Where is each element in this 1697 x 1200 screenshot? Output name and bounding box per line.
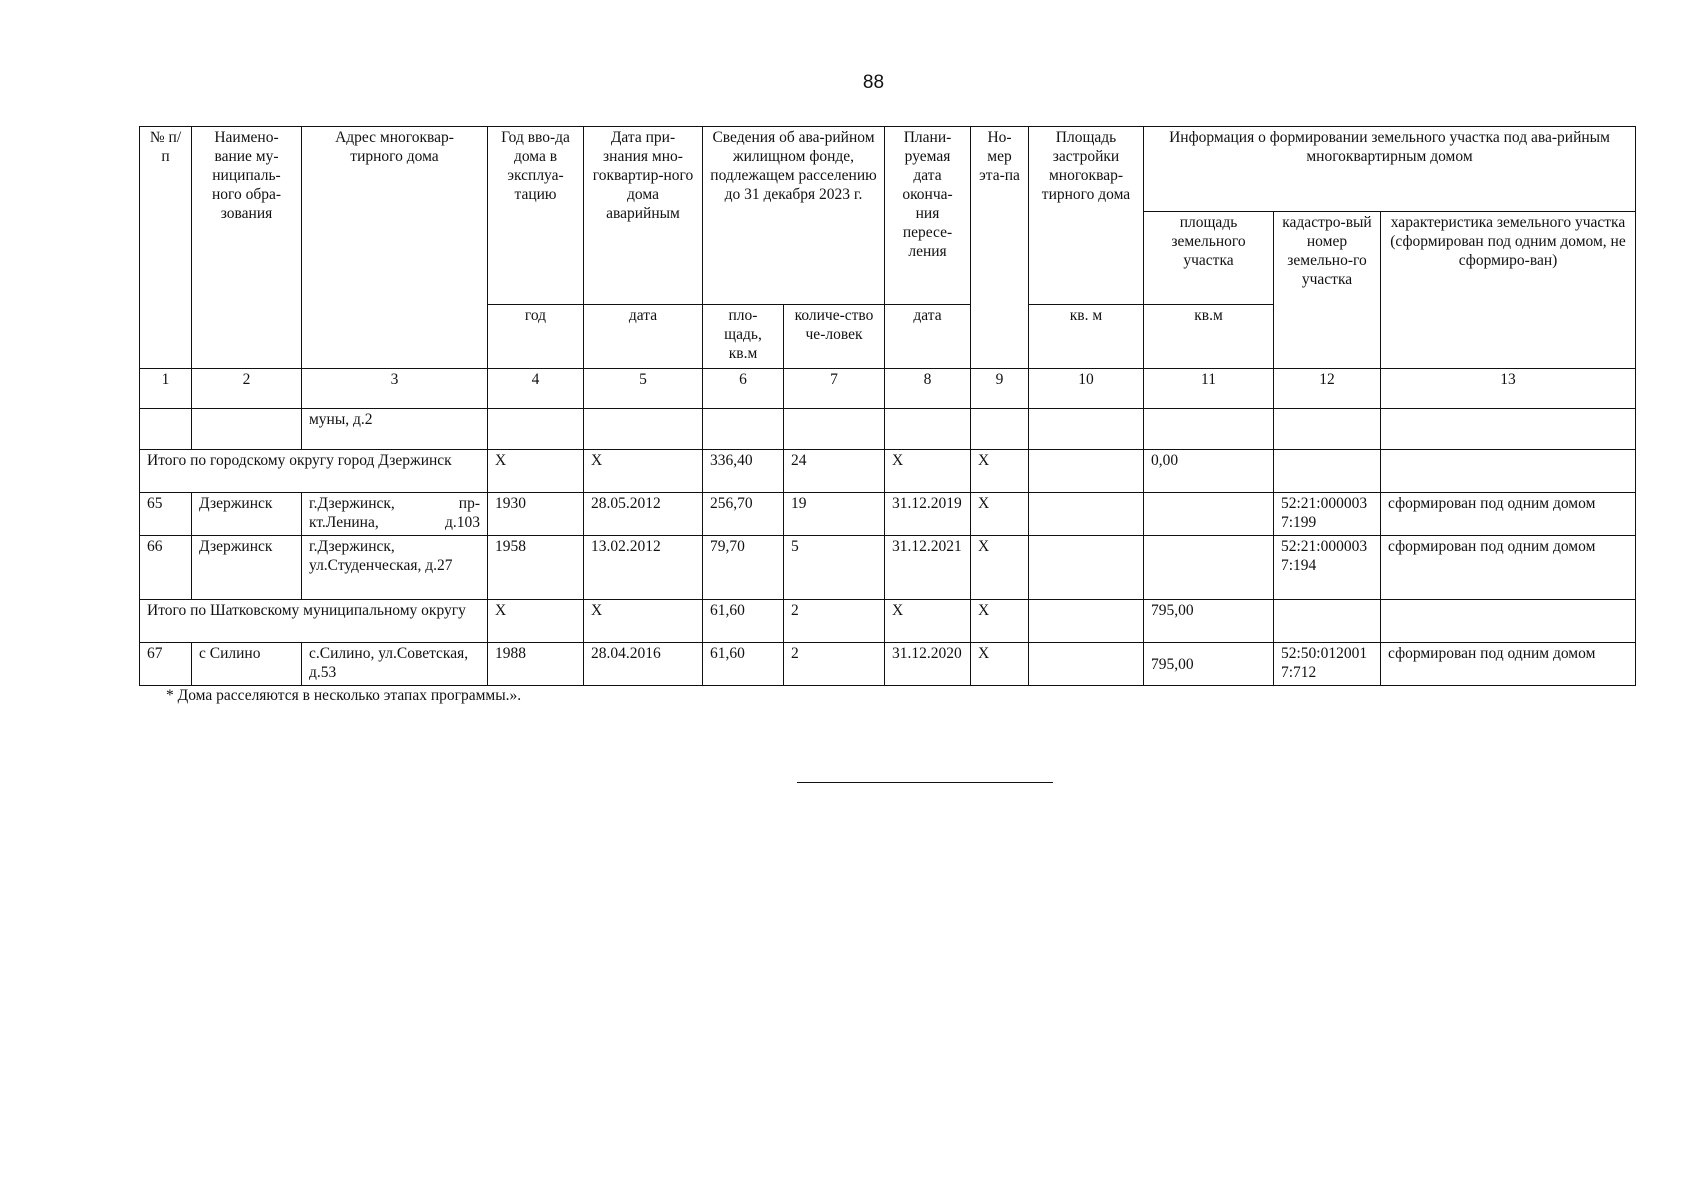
header-stage: Но-мер эта-па: [971, 127, 1029, 369]
cell-address: г.Дзержинск, пр-кт.Ленина, д.103: [302, 493, 488, 536]
cell-stage: X: [971, 643, 1029, 686]
col-number: 6: [703, 369, 784, 409]
header-year: Год вво-да дома в эксплуа-тацию: [488, 127, 584, 305]
unit-date-planned: дата: [885, 305, 971, 369]
cell-date: 28.05.2012: [584, 493, 703, 536]
unit-sqm: кв. м: [1029, 305, 1144, 369]
header-built-area: Площадь застройки многоквар-тирного дома: [1029, 127, 1144, 305]
cell-total-label: Итого по городскому округу город Дзержинск: [140, 450, 488, 493]
cell-num: 66: [140, 536, 192, 600]
table-row-total: [140, 450, 1636, 493]
header-land-area: площадь земельного участка: [1144, 212, 1274, 305]
emergency-housing-table: [139, 126, 1636, 686]
cell-date: 13.02.2012: [584, 536, 703, 600]
col-number: 11: [1144, 369, 1274, 409]
cell-date: X: [584, 450, 703, 493]
col-number: 8: [885, 369, 971, 409]
unit-sqm-land: кв.м: [1144, 305, 1274, 369]
cell-year: X: [488, 600, 584, 643]
cell-address: г.Дзержинск, ул.Студенческая, д.27: [302, 536, 488, 600]
header-cadastral: кадастро-вый номер земельно-го участка: [1274, 212, 1381, 369]
col-number: 13: [1381, 369, 1636, 409]
cell-land-area: 0,00: [1144, 450, 1274, 493]
header-planned-date: Плани-руемая дата оконча-ния пересе-ления: [885, 127, 971, 305]
cell-land-char: сформирован под одним домом: [1381, 643, 1636, 686]
header-municipality: Наимено-вание му-ниципаль-ного обра-зования: [192, 127, 302, 369]
cell-people: 24: [784, 450, 885, 493]
cell-cadastral: 52:50:0120017:712: [1274, 643, 1381, 686]
cell-num: 65: [140, 493, 192, 536]
col-number: 1: [140, 369, 192, 409]
header-address: Адрес многоквар-тирного дома: [302, 127, 488, 369]
cell-stage: X: [971, 600, 1029, 643]
table-row: [140, 493, 1636, 536]
col-number: 2: [192, 369, 302, 409]
cell-land-area: 795,00: [1144, 600, 1274, 643]
unit-date: дата: [584, 305, 703, 369]
cell-stage: X: [971, 450, 1029, 493]
unit-year: год: [488, 305, 584, 369]
cell-land-area: 795,00: [1144, 643, 1274, 686]
table-row: [140, 536, 1636, 600]
cell-municipality: Дзержинск: [192, 536, 302, 600]
table-row: [140, 643, 1636, 686]
cell-year: X: [488, 450, 584, 493]
cell-people: 2: [784, 643, 885, 686]
cell-people: 5: [784, 536, 885, 600]
cell-planned: X: [885, 600, 971, 643]
unit-area: пло-щадь, кв.м: [703, 305, 784, 369]
cell-total-label: Итого по Шатковскому муниципальному округу: [140, 600, 488, 643]
cell-planned: X: [885, 450, 971, 493]
cell-year: 1958: [488, 536, 584, 600]
col-number: 4: [488, 369, 584, 409]
unit-people: количе-ство че-ловек: [784, 305, 885, 369]
cell-planned: 31.12.2021: [885, 536, 971, 600]
table-row: [140, 409, 1636, 450]
cell-area: 61,60: [703, 643, 784, 686]
cell-people: 2: [784, 600, 885, 643]
cell-land-char: сформирован под одним домом: [1381, 536, 1636, 600]
header-date-recognized: Дата при-знания мно-гоквартир-ного дома аварийным: [584, 127, 703, 305]
cell-planned: 31.12.2020: [885, 643, 971, 686]
cell-stage: X: [971, 536, 1029, 600]
header-num: № п/п: [140, 127, 192, 369]
cell-date: 28.04.2016: [584, 643, 703, 686]
col-number: 3: [302, 369, 488, 409]
cell-cadastral: 52:21:0000037:199: [1274, 493, 1381, 536]
page-number: 88: [862, 72, 885, 93]
header-fund-info: Сведения об ава-рийном жилищном фонде, подлежащем расселению до 31 декабря 2023 г.: [703, 127, 885, 305]
cell-municipality: Дзержинск: [192, 493, 302, 536]
cell-cadastral: 52:21:0000037:194: [1274, 536, 1381, 600]
cell-address: с.Силино, ул.Советская, д.53: [302, 643, 488, 686]
column-number-row: [140, 369, 1636, 409]
cell-municipality: с Силино: [192, 643, 302, 686]
cell-stage: X: [971, 493, 1029, 536]
cell-num: 67: [140, 643, 192, 686]
col-number: 5: [584, 369, 703, 409]
cell-date: X: [584, 600, 703, 643]
cell-year: 1988: [488, 643, 584, 686]
col-number: 7: [784, 369, 885, 409]
cell-address: муны, д.2: [302, 409, 488, 450]
cell-planned: 31.12.2019: [885, 493, 971, 536]
cell-people: 19: [784, 493, 885, 536]
end-divider-line: [797, 782, 1053, 783]
cell-area: 336,40: [703, 450, 784, 493]
cell-area: 79,70: [703, 536, 784, 600]
table-row-total: [140, 600, 1636, 643]
cell-area: 256,70: [703, 493, 784, 536]
col-number: 10: [1029, 369, 1144, 409]
cell-year: 1930: [488, 493, 584, 536]
cell-land-char: сформирован под одним домом: [1381, 493, 1636, 536]
header-land-info: Информация о формировании земельного участка под ава-рийным многоквартирным домом: [1144, 127, 1636, 212]
col-number: 12: [1274, 369, 1381, 409]
cell-area: 61,60: [703, 600, 784, 643]
col-number: 9: [971, 369, 1029, 409]
footnote: * Дома расселяются в несколько этапах программы.».: [166, 687, 522, 704]
header-land-char: характеристика земельного участка (сформирован под одним домом, не сформиро-ван): [1381, 212, 1636, 369]
